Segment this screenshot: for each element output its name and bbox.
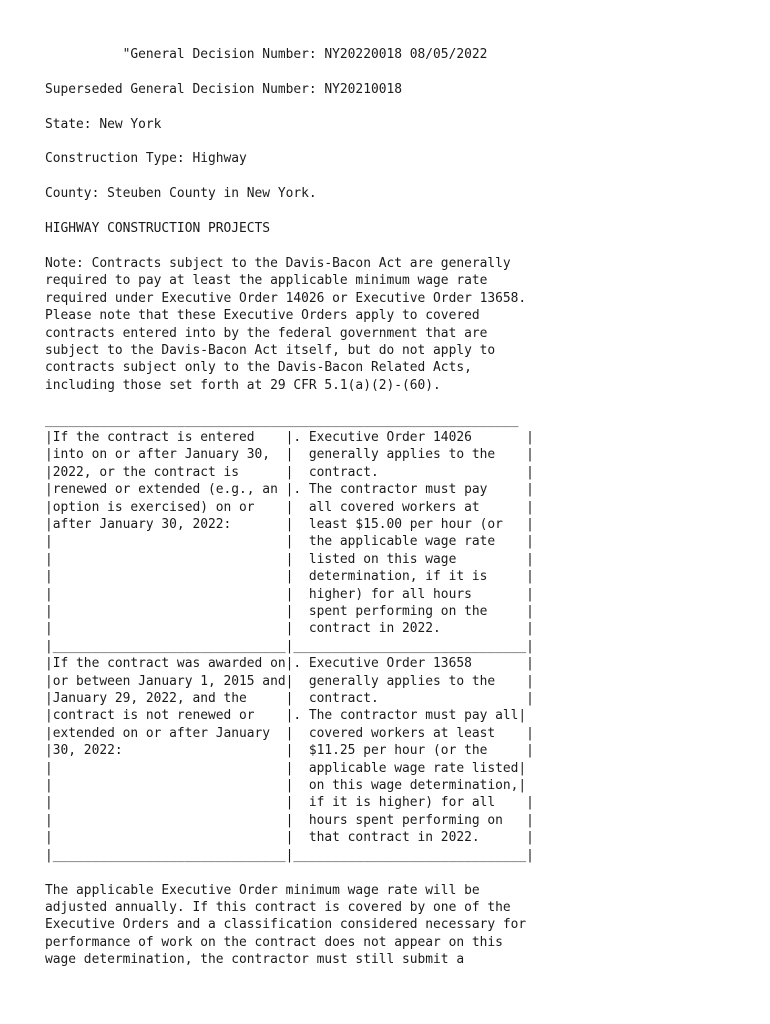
closing-line: performance of work on the contract does not appear on this [45,934,503,950]
state-line: State: New York [45,116,162,132]
table-row-line: | | higher) for all hours | [45,586,534,602]
table-row-line: | | on this wage determination,| [45,778,527,794]
table-row-line: | | that contract in 2022. | [45,830,534,846]
table-row-divider: |______________________________|______________________________| [45,638,534,654]
closing-line: adjusted annually. If this contract is covered by one of the [45,899,511,915]
table-row-line: |contract is not renewed or |. The contractor must pay all| [45,708,527,724]
table-row-line: | | listed on this wage | [45,551,534,567]
closing-line: Executive Orders and a classification considered necessary for [45,917,527,933]
table-row-line: |If the contract is entered |. Executive Order 14026 | [45,429,534,445]
county-line: County: Steuben County in New York. [45,186,317,202]
note-line: subject to the Davis-Bacon Act itself, but do not apply to [45,342,496,358]
closing-line: The applicable Executive Order minimum wage rate will be [45,882,480,898]
note-line: Please note that these Executive Orders apply to covered [45,308,480,324]
table-row-line: |option is exercised) on or | all covered workers at | [45,499,534,515]
table-row-line: |into on or after January 30, | generally applies to the | [45,447,534,463]
table-row-line: |extended on or after January | covered workers at least | [45,725,534,741]
table-row-line: | | spent performing on the | [45,604,534,619]
note-line: contracts subject only to the Davis-Bacon Related Acts, [45,360,472,376]
construction-type-line: Construction Type: Highway [45,151,247,167]
note-line: contracts entered into by the federal government that are [45,325,488,341]
note-line: Note: Contracts subject to the Davis-Bacon Act are generally [45,255,511,271]
table-row-line: | | determination, if it is | [45,569,534,585]
table-row-line: | | applicable wage rate listed| [45,760,527,776]
table-row-line: |30, 2022: | $11.25 per hour (or the | [45,743,534,759]
project-type-heading: HIGHWAY CONSTRUCTION PROJECTS [45,221,271,237]
note-line: required to pay at least the applicable minimum wage rate [45,273,488,289]
closing-line: wage determination, the contractor must still submit a [45,952,465,968]
document-text [45,46,534,969]
note-line: including those set forth at 29 CFR 5.1(a)(2)-(60). [45,377,441,393]
decision-number-line: "General Decision Number: NY20220018 08/05/2022 [45,47,488,62]
table-row-line: |or between January 1, 2015 and| generally applies to the | [45,673,534,689]
table-row-line: |renewed or extended (e.g., an |. The contractor must pay | [45,482,534,498]
table-row-line: |after January 30, 2022: | least $15.00 per hour (or | [45,516,534,532]
note-line: required under Executive Order 14026 or Executive Order 13658. [45,290,527,306]
table-row-line: | | if it is higher) for all | [45,795,534,811]
table-row-line: | | hours spent performing on | [45,812,534,828]
table-row-line: |January 29, 2022, and the | contract. | [45,691,534,707]
table-row-line: |2022, or the contract is | contract. | [45,464,534,480]
table-bottom-border: |______________________________|______________________________| [45,847,534,863]
table-top-border: _____________________________________________________________ [45,412,519,428]
table-row-line: | | the applicable wage rate | [45,534,534,550]
table-row-line: |If the contract was awarded on|. Executive Order 13658 | [45,656,534,672]
table-row-line: | | contract in 2022. | [45,621,534,637]
superseded-line: Superseded General Decision Number: NY20210018 [45,81,402,97]
